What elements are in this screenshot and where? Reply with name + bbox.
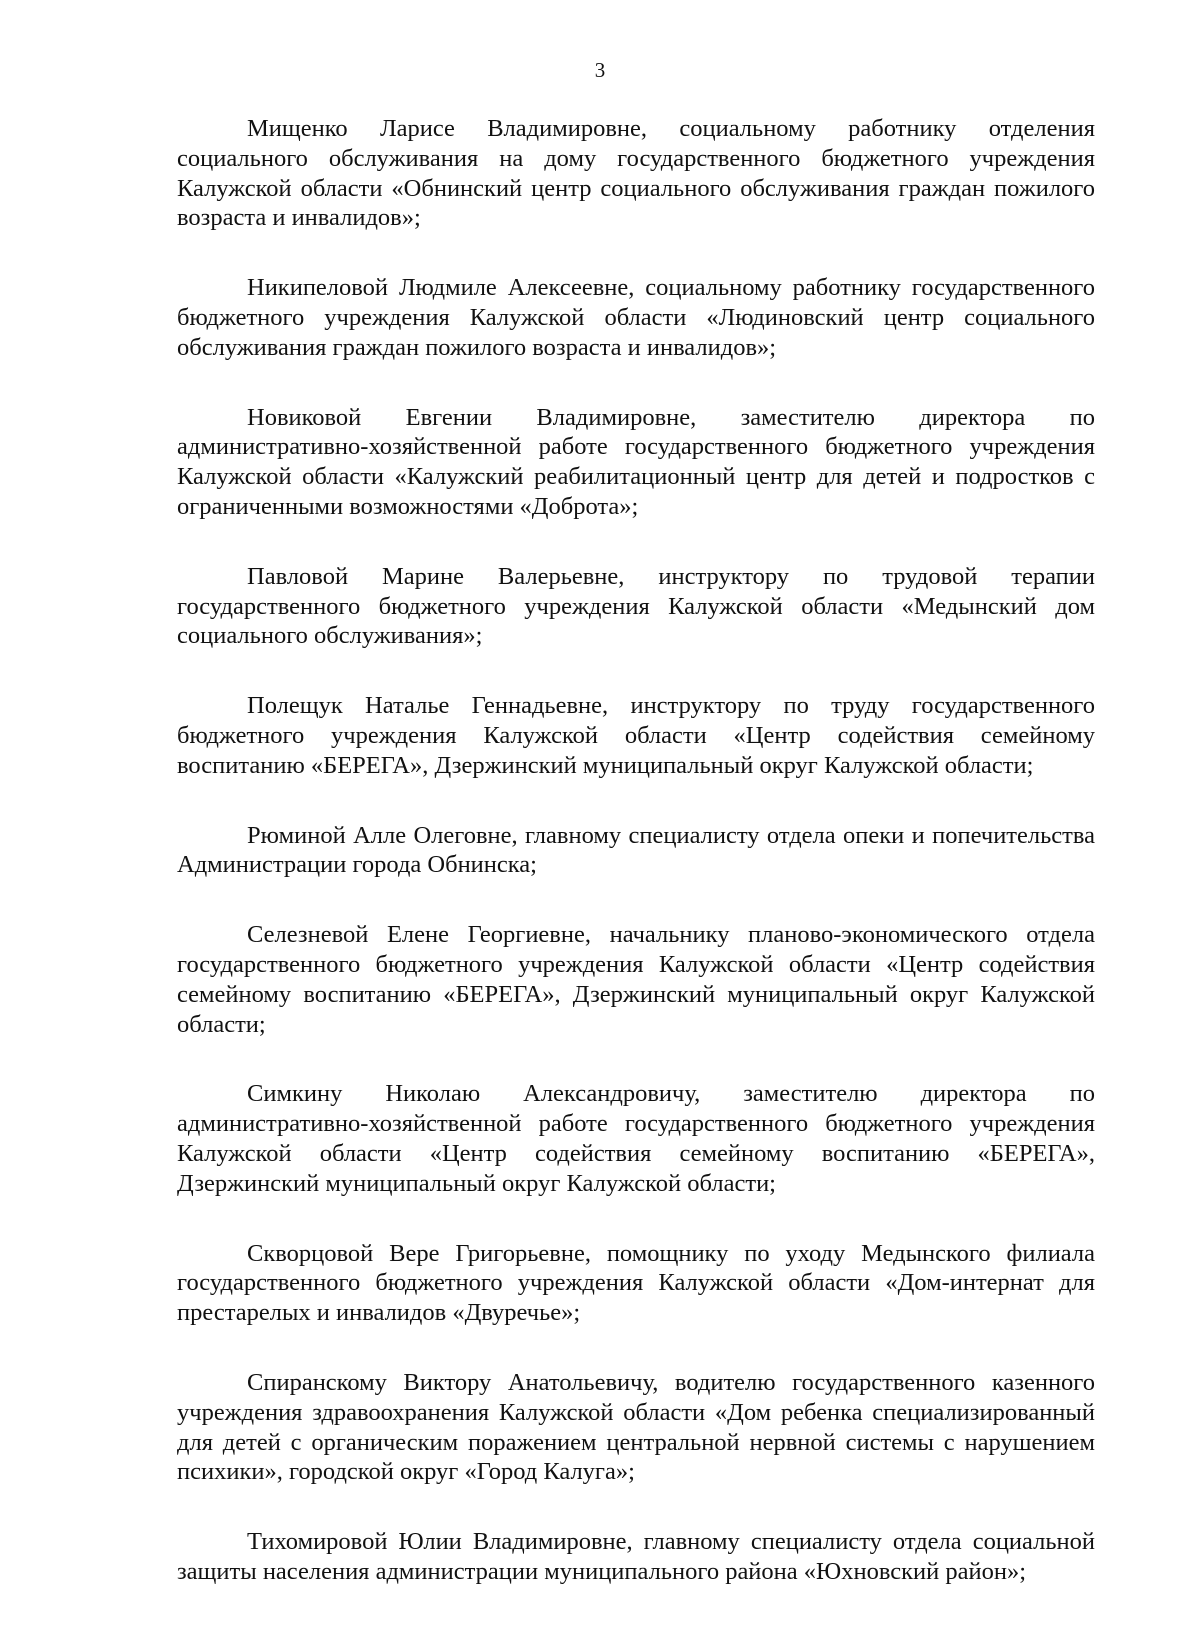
list-item: Симкину Николаю Александровичу, заместителю директора по административно-хозяйственной работе государственного бюджетного учреждения Калужской области «Центр содействия семейному воспитанию «БЕРЕГА», Дзержинский муниципальный округ Калужской области;	[177, 1080, 1095, 1197]
list-item: Тихомировой Юлии Владимировне, главному специалисту отдела социальной защиты населения администрации муниципального района «Юхновский район»;	[177, 1528, 1095, 1585]
list-item: Спиранскому Виктору Анатольевичу, водителю государственного казенного учреждения здравоохранения Калужской области «Дом ребенка специализированный для детей с органическим поражением центральной нервной системы с нарушением психики», городской округ «Город Калуга»;	[177, 1368, 1095, 1486]
list-item: Рюминой Алле Олеговне, главному специалисту отдела опеки и попечительства Администрации города Обнинска;	[177, 821, 1095, 879]
page-number: 3	[594, 58, 606, 82]
list-item: Полещук Наталье Геннадьевне, инструктору по труду государственного бюджетного учреждения Калужской области «Центр содействия семейному воспитанию «БЕРЕГА», Дзержинский муниципальный округ Калужской области;	[177, 692, 1095, 779]
list-item: Скворцовой Вере Григорьевне, помощнику по уходу Медынского филиала государственного бюджетного учреждения Калужской области «Дом-интернат для престарелых и инвалидов «Двуречье»;	[177, 1239, 1095, 1327]
list-item: Никипеловой Людмиле Алексеевне, социальному работнику государственного бюджетного учреждения Калужской области «Людиновский центр социального обслуживания граждан пожилого возраста и инвалидов»;	[177, 274, 1095, 361]
list-item: Мищенко Ларисе Владимировне, социальному работнику отделения социального обслуживания на дому государственного бюджетного учреждения Калужской области «Обнинский центр социального обслуживания граждан пожилого возраста и инвалидов»;	[177, 115, 1095, 232]
list-item: Селезневой Елене Георгиевне, начальнику планово-экономического отдела государственного бюджетного учреждения Калужской области «Центр содействия семейному воспитанию «БЕРЕГА», Дзержинский муниципальный округ Калужской области;	[177, 921, 1095, 1038]
list-item: Павловой Марине Валерьевне, инструктору по трудовой терапии государственного бюджетного учреждения Калужской области «Медынский дом социального обслуживания»;	[177, 562, 1095, 650]
list-item: Новиковой Евгении Владимировне, заместителю директора по административно-хозяйственной работе государственного бюджетного учреждения Калужской области «Калужский реабилитационный центр для детей и подростков с ограниченными возможностями «Доброта»;	[177, 403, 1095, 520]
document-body	[177, 114, 1095, 1627]
